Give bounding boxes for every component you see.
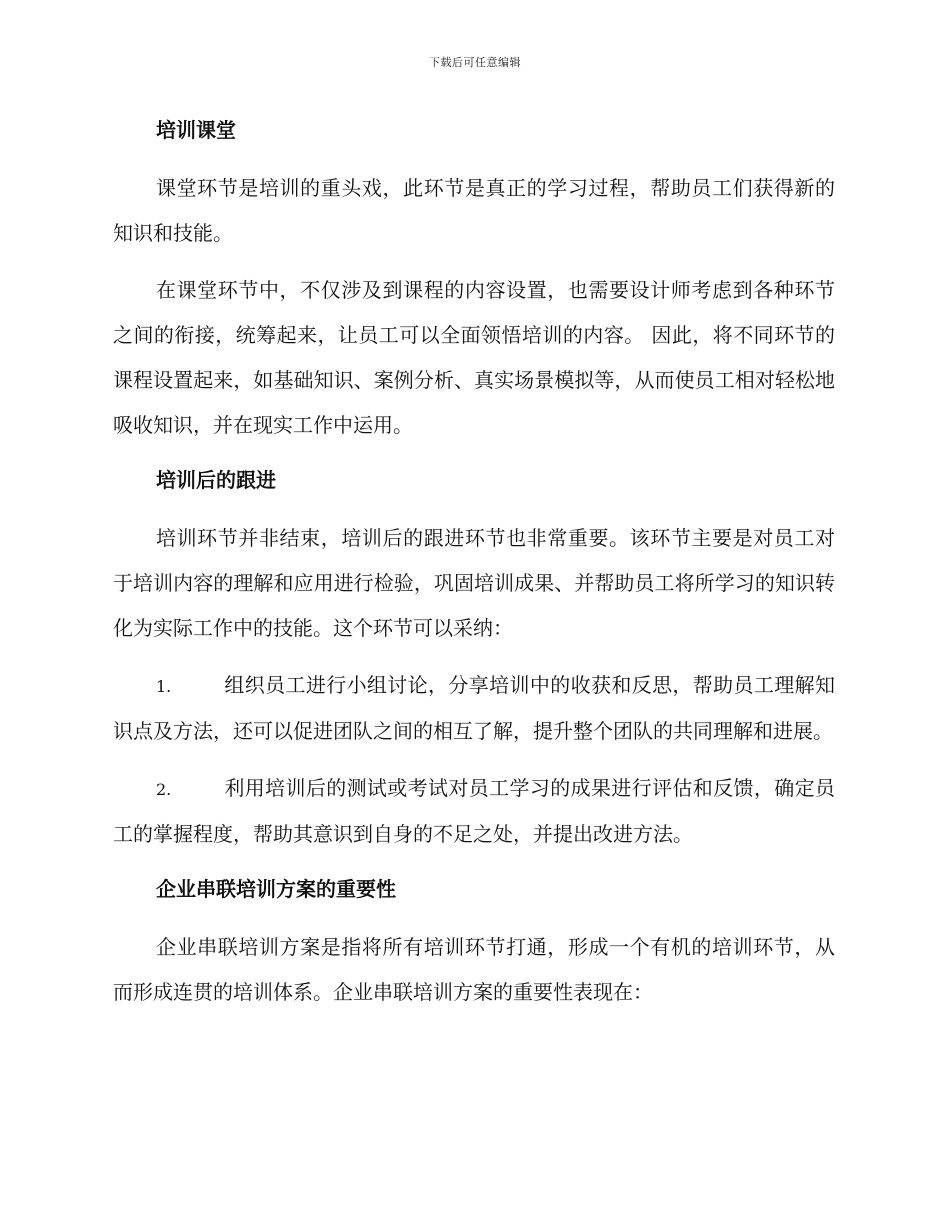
paragraph: 在课堂环节中，不仅涉及到课程的内容设置，也需要设计师考虑到各种环节之间的衔接，统筹起来，让员工可以全面领悟培训的内容。 因此，将不同环节的课程设置起来，如基础知识、案例分析、真实场景模拟等，从而使员工相对轻松地吸收知识，并在现实工作中运用。 [113,278,835,437]
list-item-text: 组织员工进行小组讨论，分享培训中的收获和反思，帮助员工理解知识点及方法，还可以促进团队之间的相互了解，提升整个团队的共同理解和进展。 [113,673,835,743]
section-heading-training-classroom: 培训课堂 [156,118,236,142]
list-number: 1. [156,677,172,696]
list-item-text: 利用培训后的测试或考试对员工学习的成果进行评估和反馈，确定员工的掌握程度，帮助其意识到自身的不足之处，并提出改进方法。 [113,776,835,846]
paragraph: 企业串联培训方案是指将所有培训环节打通，形成一个有机的培训环节，从而形成连贯的培训体系。企业串联培训方案的重要性表现在： [113,935,835,1004]
list-number: 2. [156,780,172,799]
paragraph: 课堂环节是培训的重头戏，此环节是真正的学习过程，帮助员工们获得新的知识和技能。 [113,176,835,245]
list-item [113,663,835,754]
document-body [113,110,835,1027]
section-heading-post-training-followup: 培训后的跟进 [156,468,276,492]
list-item [113,766,835,857]
section-heading-importance: 企业串联培训方案的重要性 [156,877,396,901]
page-header-note: 下载后可任意编辑 [429,56,521,69]
paragraph: 培训环节并非结束，培训后的跟进环节也非常重要。该环节主要是对员工对于培训内容的理解和应用进行检验，巩固培训成果、并帮助员工将所学习的知识转化为实际工作中的技能。这个环节可以采纳： [113,526,835,640]
